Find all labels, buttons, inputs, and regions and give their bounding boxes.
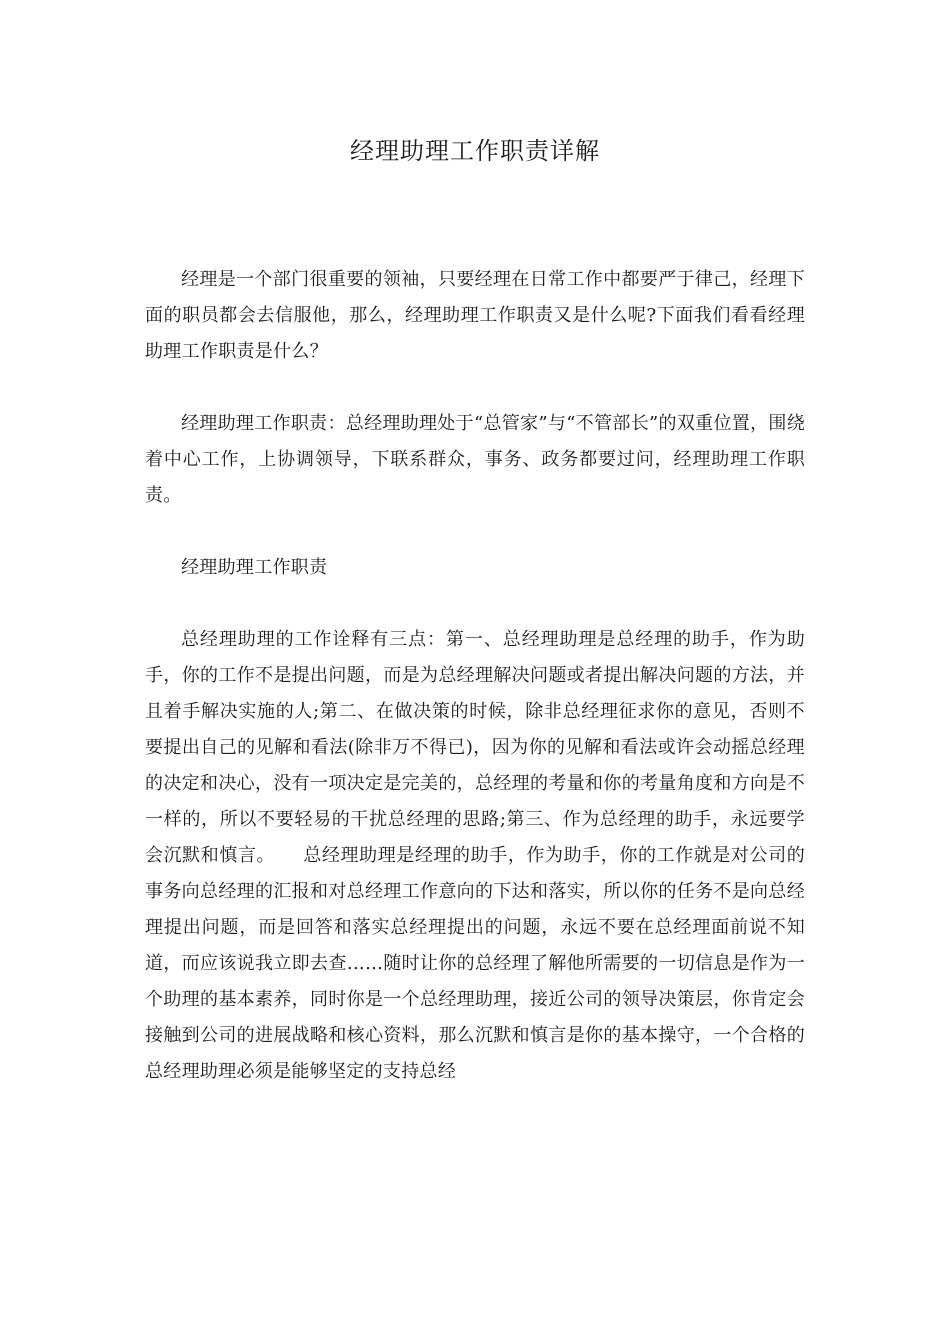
paragraph-explanation: 总经理助理的工作诠释有三点：第一、总经理助理是总经理的助手，作为助手，你的工作不是提出问题，而是为总经理解决问题或者提出解决问题的方法，并且着手解决实施的人;第二、在做决策的时候，除非总经理征求你的意见，否则不要提出自己的见解和看法(除非万不得已)，因为你的见解和看法或许会动摇总经理的决定和决心，没有一项决定是完美的，总经理的考量和你的考量角度和方向是不一样的，所以不要轻易的干扰总经理的思路;第三、作为总经理的助手，永远要学会沉默和慎言。 总经理助理是经理的助手，作为助手，你的工作就是对公司的事务向总经理的汇报和对总经理工作意向的下达和落实，所以你的任务不是向总经理提出问题，而是回答和落实总经理提出的问题，永远不要在总经理面前说不知道，而应该说我立即去查……随时让你的总经理了解他所需要的一切信息是作为一个助理的基本素养，同时你是一个总经理助理，接近公司的领导决策层，你肯定会接触到公司的进展战略和核心资料，那么沉默和慎言是你的基本操守，一个合格的总经理助理必须是能够坚定的支持总经 <box>145 629 805 1082</box>
document-body <box>145 262 805 1090</box>
document-title: 经理助理工作职责详解 <box>350 137 600 165</box>
section-heading: 经理助理工作职责 <box>181 557 328 578</box>
paragraph-definition: 经理助理工作职责：总经理助理处于“总管家”与“不管部长”的双重位置，围绕着中心工作，上协调领导，下联系群众，事务、政务都要过问，经理助理工作职责。 <box>145 413 805 506</box>
paragraph-intro: 经理是一个部门很重要的领袖，只要经理在日常工作中都要严于律己，经理下面的职员都会去信服他，那么，经理助理工作职责又是什么呢?下面我们看看经理助理工作职责是什么？ <box>145 269 805 362</box>
